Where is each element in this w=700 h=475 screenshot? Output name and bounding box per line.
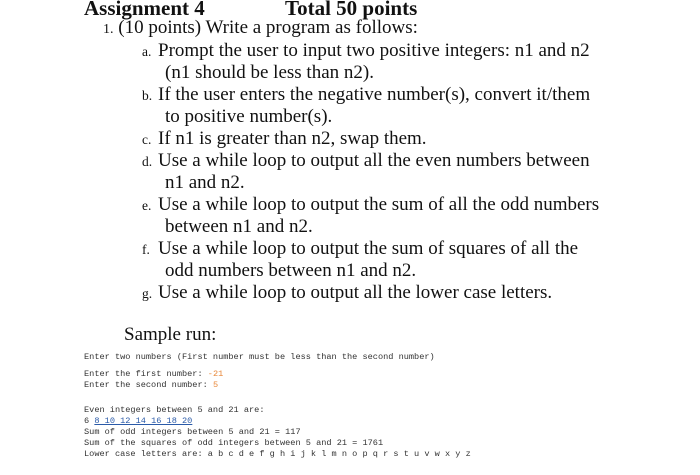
even-first: 6 (84, 416, 90, 426)
task-label: c. (142, 132, 152, 147)
console-letters: Lower case letters are: a b c d e f g h i j k l m n o p q r s t u v w x y z (84, 449, 471, 459)
console-second-input (84, 380, 218, 391)
question-number: 1. (103, 22, 114, 37)
even-values-link: 8 10 12 14 16 18 20 (94, 416, 193, 426)
question-1 (103, 17, 418, 41)
first-prompt: Enter the first number: (84, 369, 208, 379)
task-text-cont: n1 and n2. (165, 172, 245, 193)
task-text-cont: (n1 should be less than n2). (165, 62, 374, 83)
task-label: g. (142, 286, 153, 301)
console-even-values (84, 416, 192, 427)
total-points: Total 50 points (285, 0, 418, 20)
task-text-cont: to positive number(s). (165, 106, 333, 127)
task-label: e. (142, 198, 152, 213)
second-prompt: Enter the second number: (84, 380, 213, 390)
console-first-input (84, 369, 223, 380)
console-prompt-line: Enter two numbers (First number must be less than the second number) (84, 352, 435, 362)
task-label: f. (142, 242, 150, 257)
console-squares-sum: Sum of the squares of odd integers between 5 and 21 = 1761 (84, 438, 384, 448)
sample-run-heading: Sample run: (124, 324, 217, 345)
assignment-title: Assignment 4 (84, 0, 205, 20)
task-label: b. (142, 88, 153, 103)
task-text-cont: odd numbers between n1 and n2. (165, 260, 417, 281)
task-label: d. (142, 154, 153, 169)
console-odd-sum: Sum of odd integers between 5 and 21 = 117 (84, 427, 301, 437)
task-text-cont: between n1 and n2. (165, 216, 313, 237)
task-text: Use a while loop to output all the lower case letters. (158, 282, 553, 303)
task-text: Use a while loop to output the sum of all the odd numbers (158, 194, 600, 215)
task-text: Prompt the user to input two positive integers: n1 and n2 (158, 40, 590, 61)
question-text: (10 points) Write a program as follows: (118, 17, 418, 38)
second-value: 5 (212, 380, 219, 390)
task-label: a. (142, 44, 152, 59)
task-text: Use a while loop to output all the even numbers between (158, 150, 590, 171)
task-text: If n1 is greater than n2, swap them. (158, 128, 427, 149)
task-text: If the user enters the negative number(s), convert it/them (158, 84, 591, 105)
console-even-header: Even integers between 5 and 21 are: (84, 405, 265, 415)
task-text: Use a while loop to output the sum of squares of all the (158, 238, 579, 259)
first-value: -21 (207, 369, 224, 379)
